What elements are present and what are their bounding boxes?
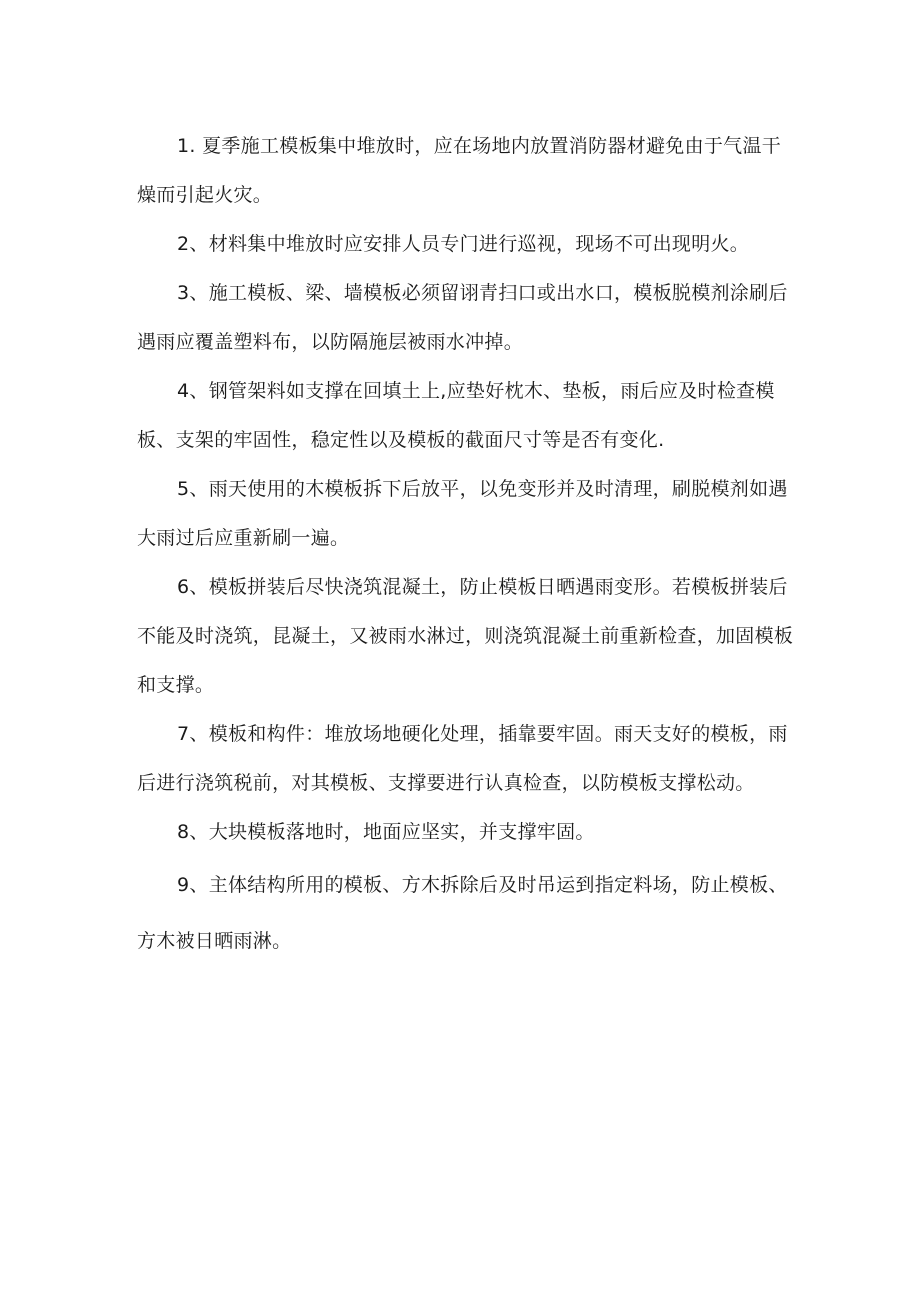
paragraph-1: 1. 夏季施工模板集中堆放时，应在场地内放置消防器材避免由于气温干燥而引起火灾。 bbox=[137, 135, 782, 206]
paragraph-7: 7、模板和构件：堆放场地硬化处理，插靠要牢固。雨天支好的模板，雨后进行浇筑税前，对其模板、支撑要进行认真检查，以防模板支撑松动。 bbox=[137, 723, 788, 794]
paragraph-4: 4、钢管架料如支撑在回填土上,应垫好枕木、垫板，雨后应及时检查模板、支架的牢固性，稳定性以及模板的截面尺寸等是否有变化. bbox=[137, 380, 775, 451]
document-body bbox=[137, 122, 797, 969]
paragraph-9: 9、主体结构所用的模板、方木拆除后及时吊运到指定料场，防止模板、方木被日晒雨淋。 bbox=[137, 874, 788, 952]
paragraph-3: 3、施工模板、梁、墙模板必须留诩青扫口或出水口，模板脱模剂涂刷后遇雨应覆盖塑料布，以防隔施层被雨水冲掉。 bbox=[137, 282, 788, 353]
paragraph-5: 5、雨天使用的木模板拆下后放平，以免变形并及时清理，刷脱模剂如遇大雨过后应重新刷一遍。 bbox=[137, 478, 788, 549]
paragraph-6: 6、模板拼装后尽快浇筑混凝土，防止模板日晒遇雨变形。若模板拼装后不能及时浇筑，昆凝土，又被雨水淋过，则浇筑混凝土前重新检查，加固模板和支撑。 bbox=[137, 576, 794, 696]
paragraph-2: 2、材料集中堆放时应安排人员专门进行巡视，现场不可出现明火。 bbox=[177, 233, 750, 255]
paragraph-8: 8、大块模板落地时，地面应坚实，并支撑牢固。 bbox=[177, 821, 595, 843]
